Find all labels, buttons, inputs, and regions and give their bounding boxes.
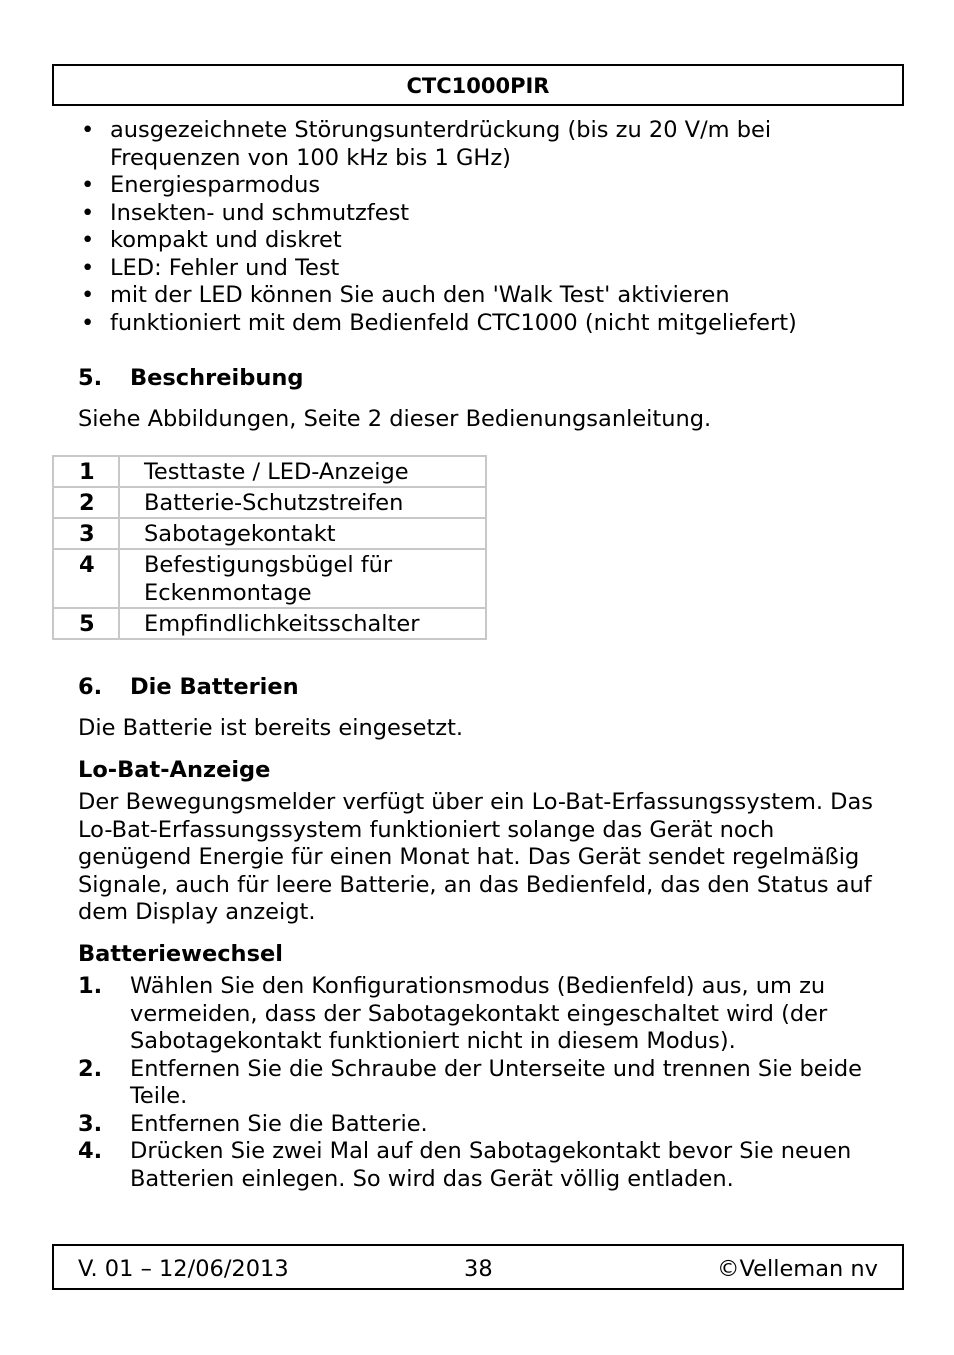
list-item	[78, 1138, 878, 1193]
section-number: 6.	[78, 674, 103, 700]
list-item	[78, 1056, 878, 1111]
footer-version: V. 01 – 12/06/2013	[78, 1256, 289, 1282]
list-item	[78, 1111, 878, 1139]
part-number: 3	[53, 518, 119, 549]
header-title: CTC1000PIR	[406, 74, 550, 98]
section-6-intro: Die Batterie ist bereits eingesetzt.	[78, 715, 464, 741]
section-5-heading	[78, 365, 303, 393]
step-number: 3.	[78, 1110, 103, 1137]
step-text: Entfernen Sie die Schraube der Unterseite und trennen Sie beide Teile.	[130, 1055, 862, 1109]
part-number: 5	[53, 608, 119, 639]
section-5-intro: Siehe Abbildungen, Seite 2 dieser Bedienungsanleitung.	[78, 406, 712, 432]
section-title: Beschreibung	[130, 365, 304, 391]
footer-copyright: ©Velleman nv	[716, 1256, 878, 1282]
table-row	[53, 518, 486, 549]
part-number: 4	[53, 549, 119, 608]
part-label: Sabotagekontakt	[119, 518, 486, 549]
part-label: Befestigungsbügel für Eckenmontage	[119, 549, 486, 608]
step-number: 1.	[78, 973, 103, 999]
battery-change-heading: Batteriewechsel	[78, 941, 283, 967]
page-header	[52, 64, 904, 106]
part-number: 2	[53, 487, 119, 518]
part-label: Testtaste / LED-Anzeige	[119, 456, 486, 487]
table-row	[53, 456, 486, 487]
list-item: • Insekten- und schmutzfest	[78, 200, 898, 228]
table-row	[53, 608, 486, 639]
list-item: • funktioniert mit dem Bedienfeld CTC1000 (nicht mitgeliefert)	[78, 310, 898, 338]
section-title: Die Batterien	[130, 674, 299, 700]
part-number: 1	[53, 456, 119, 487]
table-row	[53, 549, 486, 608]
list-item: • mit der LED können Sie auch den 'Walk Test' aktivieren	[78, 282, 898, 310]
list-item: • Energiesparmodus	[78, 172, 898, 200]
step-number: 4.	[78, 1138, 103, 1164]
feature-list	[78, 117, 898, 337]
lobat-paragraph: Der Bewegungsmelder verfügt über ein Lo-Bat-Erfassungssystem. Das Lo-Bat-Erfassungssystem funktioniert solange das Gerät noch genügend Energie für einen Monat hat. Das Gerät sendet regelmäßig Signale, auch für leere Batterie, an das Bedienfeld, das den Status auf dem Display anzeigt.	[78, 789, 874, 925]
page-number: 38	[464, 1256, 493, 1282]
list-item	[78, 973, 878, 1056]
page-footer	[52, 1244, 904, 1290]
step-text: Entfernen Sie die Batterie.	[130, 1110, 428, 1137]
lobat-heading: Lo-Bat-Anzeige	[78, 757, 271, 783]
list-item: • LED: Fehler und Test	[78, 255, 898, 283]
step-text: Drücken Sie zwei Mal auf den Sabotagekontakt bevor Sie neuen Batterien einlegen. So wird das Gerät völlig entladen.	[130, 1138, 852, 1192]
section-number: 5.	[78, 365, 103, 391]
step-text: Wählen Sie den Konfigurationsmodus (Bedienfeld) aus, um zu vermeiden, dass der Sabotagekontakt eingeschaltet wird (der Sabotagekontakt funktioniert nicht in diesem Modus).	[130, 973, 828, 1054]
battery-change-steps	[78, 973, 878, 1193]
list-item: • ausgezeichnete Störungsunterdrückung (bis zu 20 V/m bei Frequenzen von 100 kHz bis 1 GHz)	[78, 117, 898, 172]
part-label: Empfindlichkeitsschalter	[119, 608, 486, 639]
list-item: • kompakt und diskret	[78, 227, 898, 255]
step-number: 2.	[78, 1055, 103, 1082]
table-row	[53, 487, 486, 518]
part-label: Batterie-Schutzstreifen	[119, 487, 486, 518]
section-6-heading	[78, 674, 299, 702]
parts-table	[52, 455, 487, 640]
